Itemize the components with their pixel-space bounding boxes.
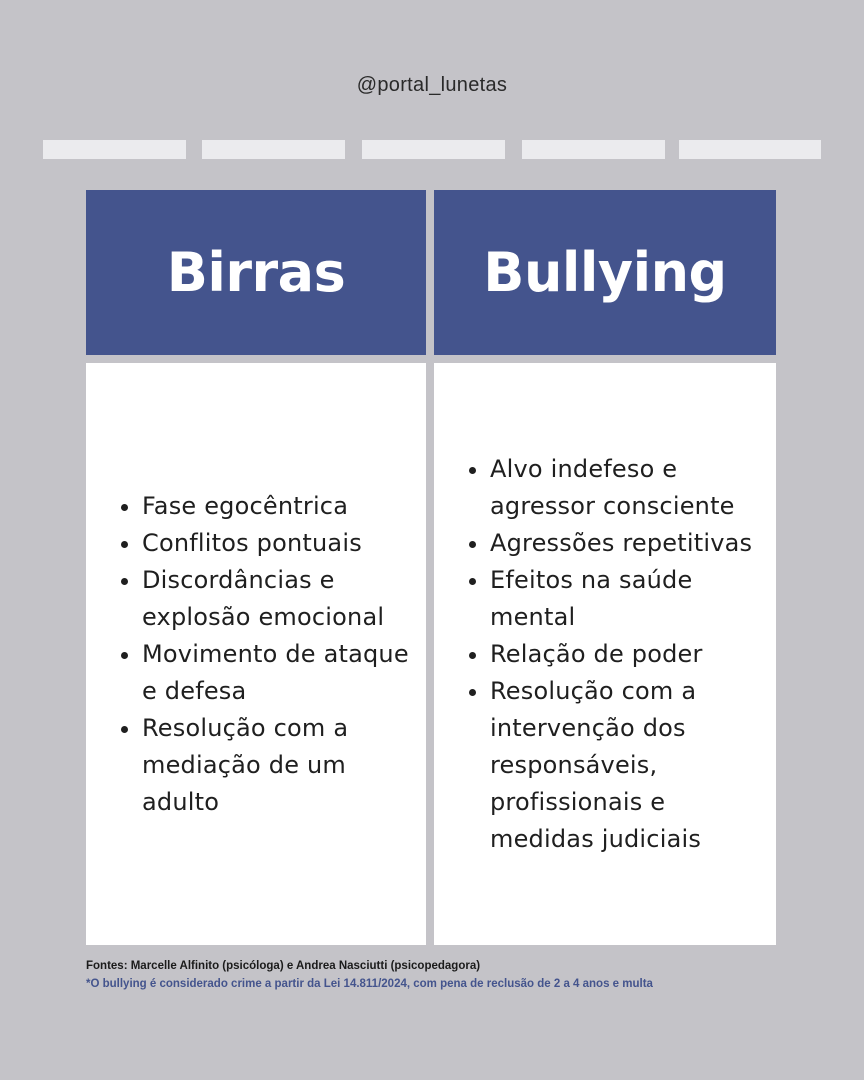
list-item: • Efeitos na saúde mental	[490, 562, 768, 636]
bullying-card	[434, 363, 776, 945]
list-item: • Movimento de ataque e defesa	[142, 636, 418, 710]
story-progress-segment-5	[679, 140, 821, 159]
list-item: • Alvo indefeso e agressor consciente	[490, 451, 768, 525]
list-item: • Discordâncias e explosão emocional	[142, 562, 418, 636]
story-progress-segment-2	[202, 140, 345, 159]
birras-list	[116, 488, 418, 821]
sources-text: Fontes: Marcelle Alfinito (psicóloga) e Andrea Nasciutti (psicopedagora)	[86, 960, 481, 972]
birras-header: Birras	[86, 190, 426, 355]
story-progress-segment-4	[522, 140, 665, 159]
story-progress-segment-3	[362, 140, 505, 159]
list-item: • Conflitos pontuais	[142, 525, 418, 562]
list-item: • Fase egocêntrica	[142, 488, 418, 525]
list-item: • Resolução com a mediação de um adulto	[142, 710, 418, 821]
story-progress-segment-1	[43, 140, 186, 159]
legal-note: *O bullying é considerado crime a partir da Lei 14.811/2024, com pena de reclusão de 2 a 4 anos e multa	[86, 978, 653, 990]
birras-card	[86, 363, 426, 945]
list-item: • Resolução com a intervenção dos responsáveis, profissionais e medidas judiciais	[490, 673, 768, 858]
bullying-list	[464, 451, 768, 858]
list-item: • Relação de poder	[490, 636, 768, 673]
bullying-header: Bullying	[434, 190, 776, 355]
list-item: • Agressões repetitivas	[490, 525, 768, 562]
account-handle: @portal_lunetas	[356, 74, 508, 96]
